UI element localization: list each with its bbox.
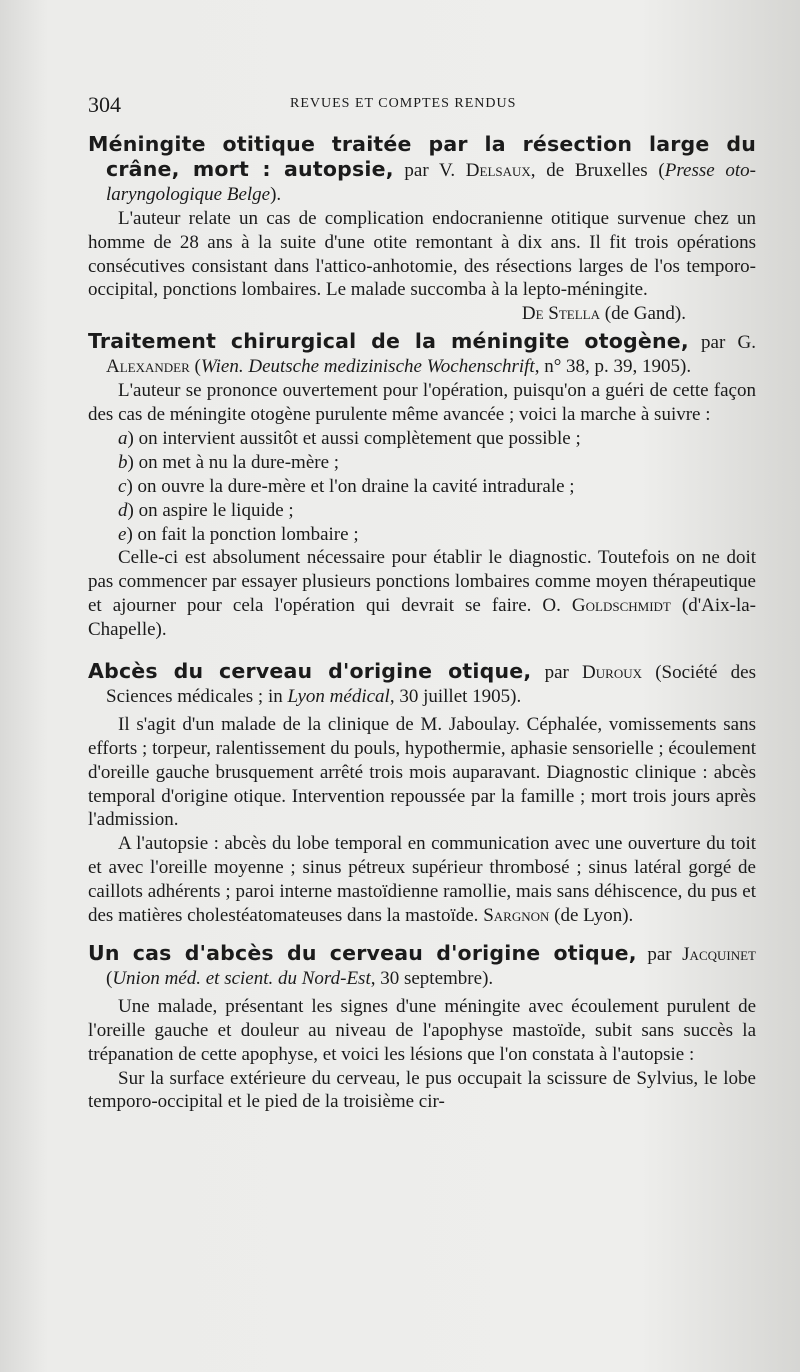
article-paragraph	[88, 832, 756, 928]
signature-name: O. Goldschmidt	[542, 595, 671, 617]
article	[88, 133, 756, 326]
article-paragraph: L'auteur relate un cas de complication endocranienne otitique survenue chez un homme de 28 ans à la suite d'une otite remontant à dix ans. Il fit trois opérations consécutives consistant dans l'attico-anhotomie, des résections larges de l'os temporo-occipital, ponctions lombaires. Le malade succomba à la lepto-méningite.	[88, 207, 756, 301]
article	[88, 330, 756, 642]
byline-text: par V.	[393, 159, 466, 181]
byline-text: par	[531, 662, 583, 684]
article	[88, 660, 756, 928]
list-item: e) on fait la ponction lombaire ;	[118, 523, 359, 545]
article-paragraph: Sur la surface extérieure du cerveau, le pus occupait la scissure de Sylvius, le lobe temporo-occipital et le pied de la troisième cir-	[88, 1067, 756, 1113]
signature-name: Sargnon	[483, 905, 550, 927]
byline-text: (	[189, 356, 201, 378]
article-author: Jacquinet	[682, 944, 756, 965]
byline-text: par	[636, 944, 683, 965]
byline-text: , de Bruxelles (	[530, 159, 665, 181]
list-item: a) on intervient aussitôt et aussi complètement que possible ;	[118, 427, 581, 449]
step-text: on ouvre la dure-mère et l'on draine la cavité intradurale ;	[132, 475, 575, 497]
byline-text: , 30 juillet 1905).	[389, 685, 522, 707]
article-source: Lyon médical	[287, 685, 390, 707]
step-text: on fait la ponction lombaire ;	[132, 523, 359, 545]
article-heading	[88, 660, 756, 709]
article-heading	[88, 942, 756, 991]
step-letter: b	[118, 451, 128, 473]
page-body	[88, 133, 756, 1114]
byline-text: , 30 septembre).	[370, 967, 494, 989]
list-item: b) on met à nu la dure-mère ;	[118, 451, 340, 473]
step-text: on met à nu la dure-mère ;	[133, 451, 340, 473]
list-item: c) on ouvre la dure-mère et l'on draine la cavité intradurale ;	[118, 475, 575, 497]
step-text: on intervient aussitôt et aussi complètement que possible ;	[133, 427, 581, 449]
article-heading	[88, 330, 756, 379]
article-paragraph: Il s'agit d'un malade de la clinique de M. Jaboulay. Céphalée, vomissements sans efforts ; torpeur, ralentissement du pouls, hypothermie, aphasie sensorielle ; écoulement d'oreille gauche brusquement arrêté trois mois auparavant. Diagnostic clinique : abcès temporal d'origine otique. Intervention repoussée par la famille ; mort trois jours après l'admission.	[88, 713, 756, 831]
article-signature	[88, 302, 756, 326]
signature-place: (d'Aix-la-Chapelle).	[88, 595, 756, 641]
running-title: REVUES ET COMPTES RENDUS	[290, 96, 517, 111]
page-header	[0, 92, 800, 116]
paragraph-text: A l'autopsie : abcès du lobe temporal en communication avec une ouverture du toit et avec l'oreille moyenne ; sinus pétreux supérieur thrombosé ; sinus latéral gorgé de caillots adhérents ; paroi interne mastoïdienne ramollie, mais sans déhiscence, du pus et des matières cholestéatomateuses dans la mastoïde.	[88, 833, 756, 927]
article-source: Union méd. et scient. du Nord-Est	[112, 967, 371, 989]
byline-text: (	[106, 967, 113, 989]
article-author: Alexander	[106, 356, 190, 378]
signature-place: (de Lyon).	[549, 905, 634, 927]
article-heading	[88, 133, 756, 207]
article-author: Delsaux	[465, 159, 531, 181]
closing-text: Celle-ci est absolument nécessaire pour établir le diagnostic. Toutefois on ne doit pas commencer par essayer plusieurs ponctions lombaires comme moyen thérapeutique et ajourner pour cela l'opération qui devrait se faire.	[88, 547, 756, 617]
article-paragraph: L'auteur se prononce ouvertement pour l'opération, puisqu'on a guéri de cette façon des cas de méningite otogène purulente même avancée ; voici la marche à suivre :	[88, 380, 756, 425]
signature-name: De Stella	[521, 303, 600, 325]
step-letter: c	[118, 475, 127, 497]
list-item: d) on aspire le liquide ;	[118, 499, 294, 521]
article-source: Presse oto-laryngologique Belge	[106, 159, 756, 205]
step-text: on aspire le liquide ;	[133, 499, 294, 521]
article	[88, 942, 756, 1114]
article-title: Un cas d'abcès du cerveau d'origine otique,	[88, 941, 637, 965]
article-title: Traitement chirurgical de la méningite otogène,	[88, 329, 689, 354]
byline-text: (Société des Sciences médicales ; in	[106, 662, 756, 707]
article-title: Méningite otitique traitée par la résection large du crâne, mort : autopsie,	[88, 132, 756, 181]
article-paragraph	[88, 546, 756, 642]
article-author: Duroux	[582, 662, 642, 684]
byline-text: , n° 38, p. 39, 1905).	[534, 356, 692, 378]
page-number: 304	[88, 92, 121, 117]
step-letter: e	[118, 523, 127, 545]
article-title: Abcès du cerveau d'origine otique,	[88, 659, 532, 684]
step-letter: a	[118, 427, 128, 449]
signature-place: (de Gand).	[600, 303, 686, 325]
step-letter: d	[118, 499, 128, 521]
article-paragraph: Une malade, présentant les signes d'une méningite avec écoulement purulent de l'oreille gauche et douleur au niveau de l'apophyse mastoïde, subit sans succès la trépanation de cette apophyse, et voici les lésions que l'on constata à l'autopsie :	[88, 995, 756, 1065]
article-source: Wien. Deutsche medizinische Wochenschrift	[200, 356, 535, 378]
byline-text: par G.	[688, 332, 756, 354]
byline-text: ).	[270, 183, 282, 205]
